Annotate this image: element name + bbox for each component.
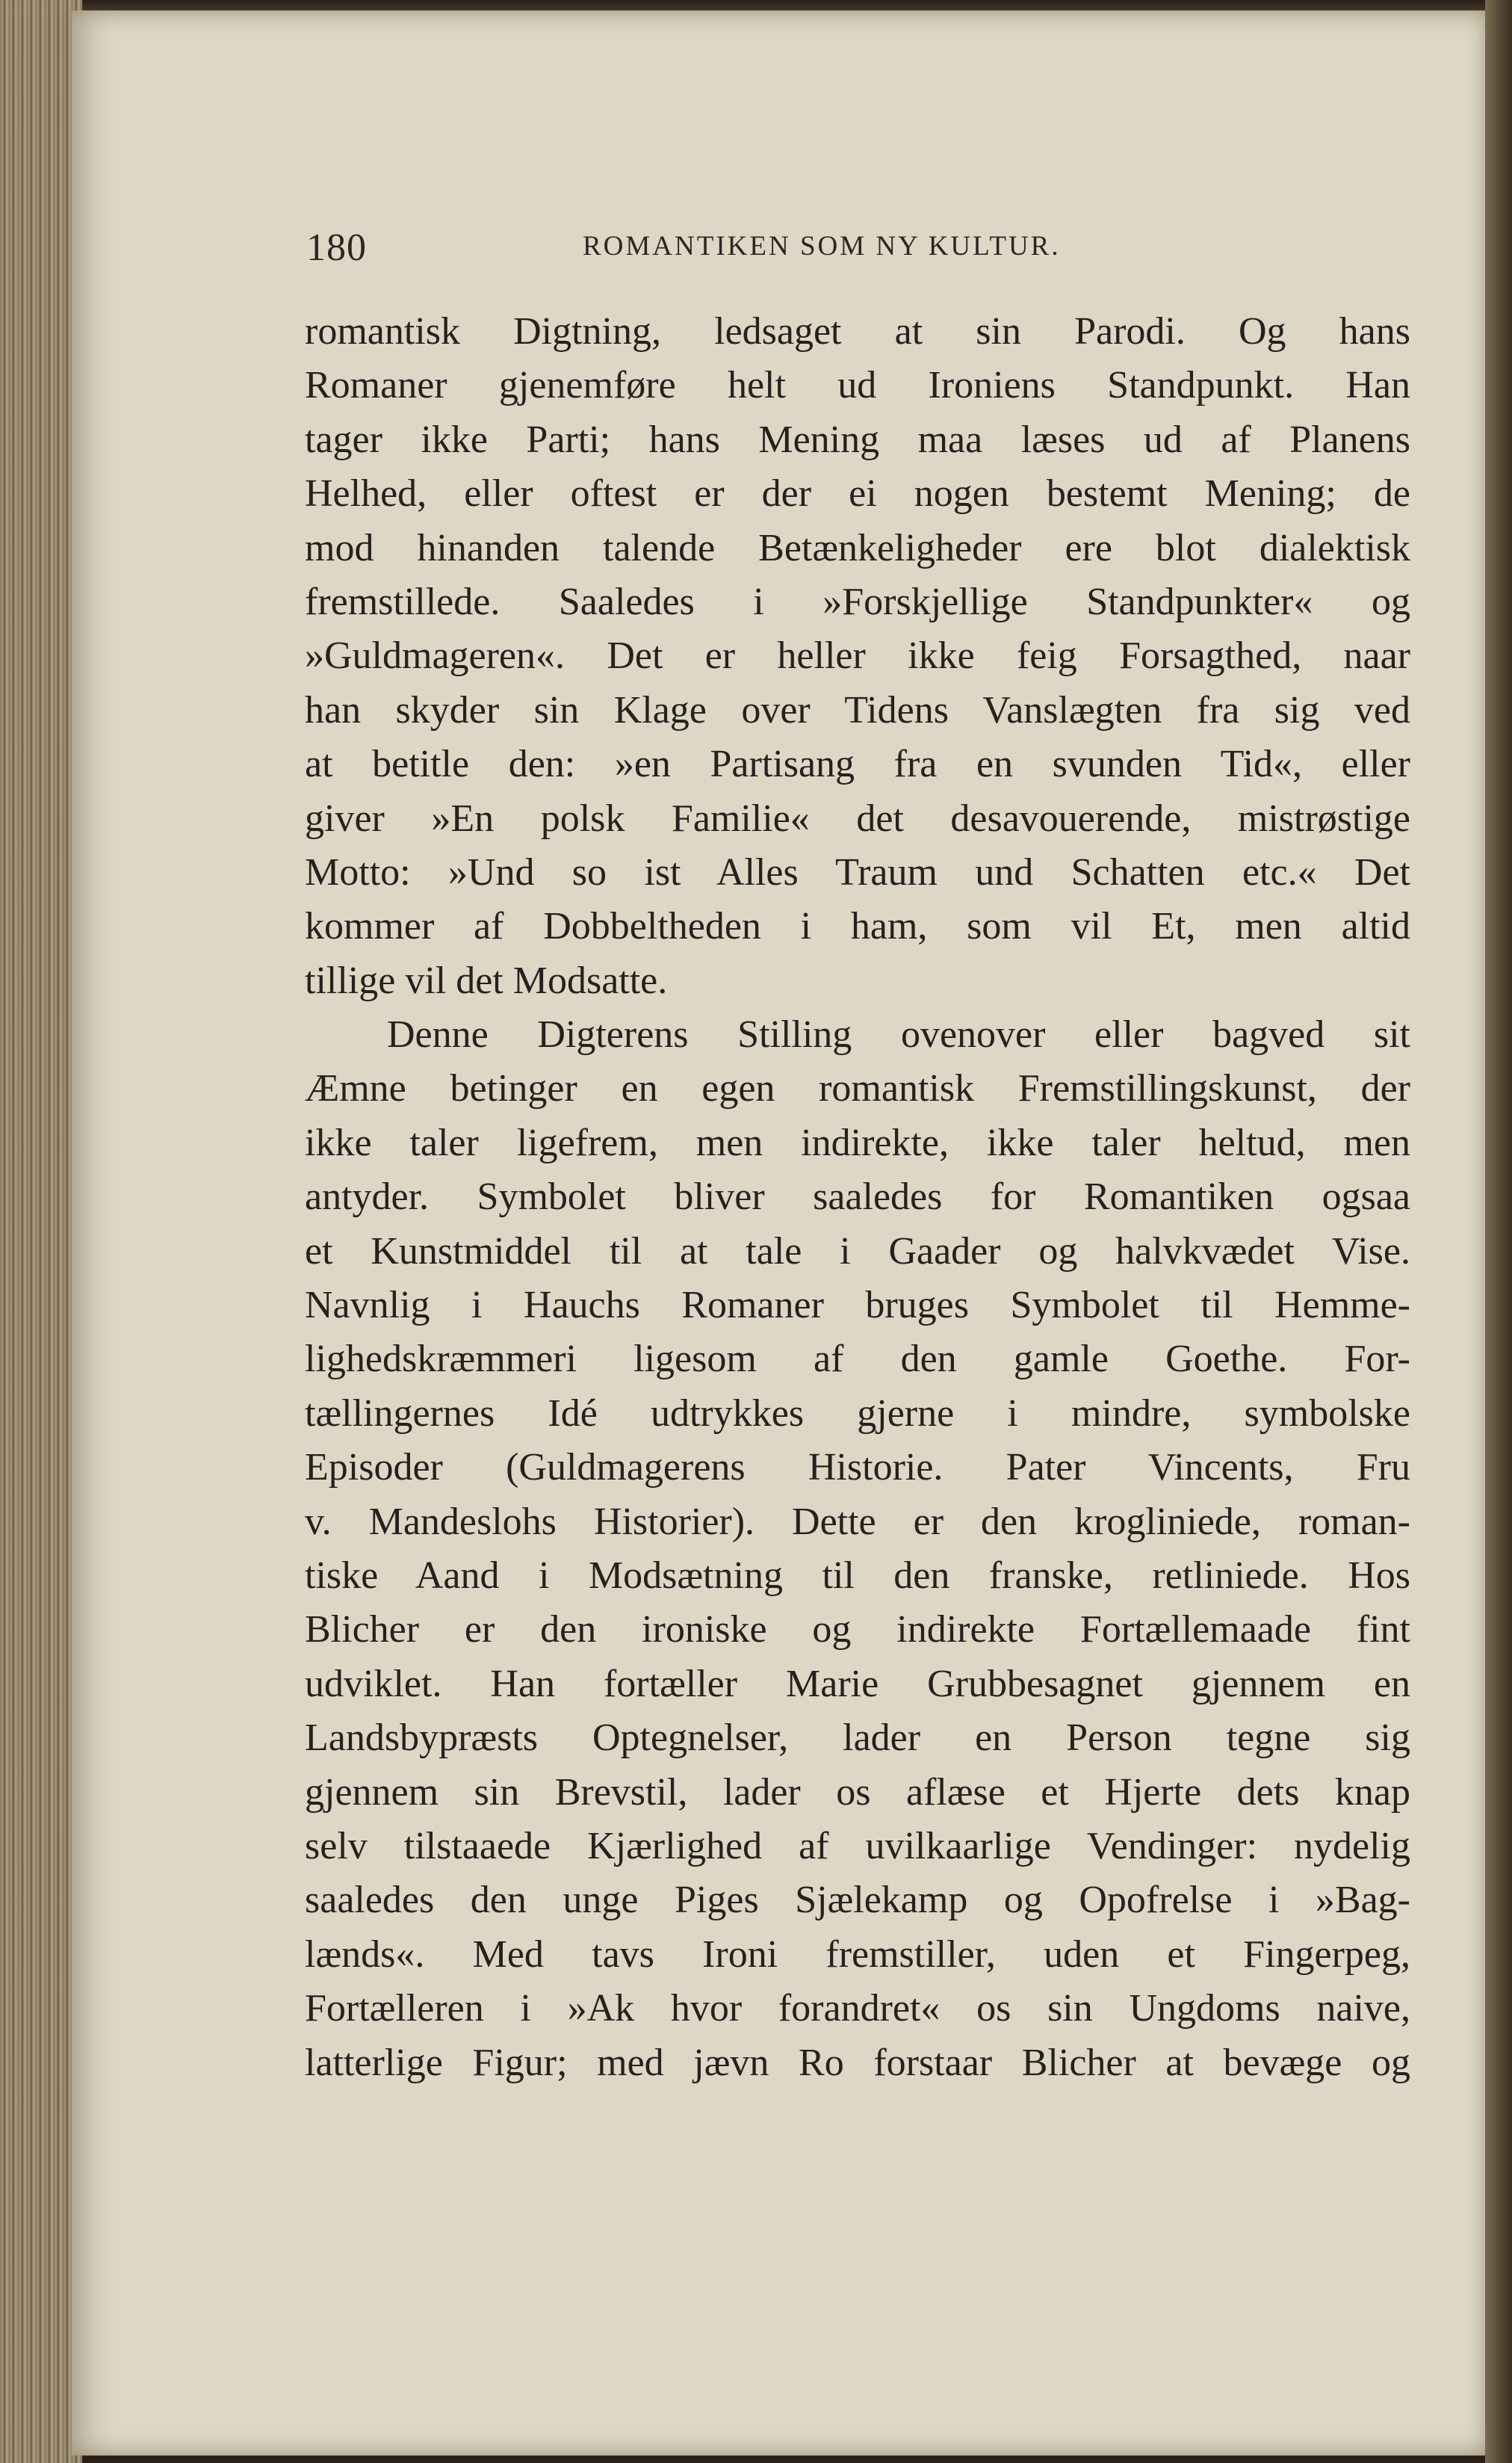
running-title: ROMANTIKEN SOM NY KULTUR. xyxy=(583,231,1061,262)
text-line: Helhed, eller oftest er der ei nogen bestemt Mening; de xyxy=(305,472,1410,516)
paragraph xyxy=(305,305,1410,1008)
text-line: Fortælleren i »Ak hvor forandret« os sin Ungdoms naive, xyxy=(305,1987,1410,2030)
text-line: Blicher er den ironiske og indirekte Fortællemaade fint xyxy=(305,1608,1410,1651)
text-line: lighedskræmmeri ligesom af den gamle Goethe. For- xyxy=(305,1338,1410,1381)
text-line: han skyder sin Klage over Tidens Vanslægten fra sig ved xyxy=(305,688,1410,732)
text-line: mod hinanden talende Betænkeligheder ere blot dialektisk xyxy=(305,526,1410,569)
text-line: saaledes den unge Piges Sjælekamp og Opofrelse i »Bag- xyxy=(305,1879,1410,1922)
page-edges-left xyxy=(0,0,82,2463)
text-line: udviklet. Han fortæller Marie Grubbesagnet gjennem en xyxy=(305,1662,1410,1705)
text-line: tiske Aand i Modsætning til den franske, retliniede. Hos xyxy=(305,1554,1410,1597)
text-line: antyder. Symbolet bliver saaledes for Romantiken ogsaa xyxy=(305,1175,1410,1219)
text-line: gjennem sin Brevstil, lader os aflæse et Hjerte dets knap xyxy=(305,1770,1410,1814)
text-line: romantisk Digtning, ledsaget at sin Parodi. Og hans xyxy=(305,310,1410,353)
page-number: 180 xyxy=(306,226,367,269)
body-text xyxy=(305,305,1410,2090)
text-line: Æmne betinger en egen romantisk Fremstillingskunst, der xyxy=(305,1067,1410,1110)
text-line: Episoder (Guldmagerens Historie. Pater Vincents, Fru xyxy=(305,1446,1410,1489)
text-line: tællingernes Idé udtrykkes gjerne i mindre, symbolske xyxy=(305,1391,1410,1435)
text-line: at betitle den: »en Partisang fra en svunden Tid«, eller xyxy=(305,743,1410,786)
text-line: Romaner gjenemføre helt ud Ironiens Standpunkt. Han xyxy=(305,364,1410,407)
text-line: tager ikke Parti; hans Mening maa læses ud af Planens xyxy=(305,418,1410,461)
paragraph xyxy=(305,1008,1410,2090)
text-line: Navnlig i Hauchs Romaner bruges Symbolet til Hemme- xyxy=(305,1284,1410,1327)
text-line: kommer af Dobbeltheden i ham, som vil Et, men altid xyxy=(305,905,1410,948)
text-line: Motto: »Und so ist Alles Traum und Schatten etc.« Det xyxy=(305,850,1410,894)
text-line: ikke taler ligefrem, men indirekte, ikke taler heltud, men xyxy=(305,1121,1410,1164)
text-line: »Guldmageren«. Det er heller ikke feig Forsagthed, naar xyxy=(305,634,1410,678)
page-edge-right xyxy=(1485,0,1512,2463)
text-line: et Kunstmiddel til at tale i Gaader og halvkvædet Vise. xyxy=(305,1229,1410,1273)
text-line: selv tilstaaede Kjærlighed af uvilkaarlige Vendinger: nydelig xyxy=(305,1824,1410,1867)
text-line: latterlige Figur; med jævn Ro forstaar Blicher at bevæge og xyxy=(305,2041,1410,2084)
text-line: Landsbypræsts Optegnelser, lader en Person tegne sig xyxy=(305,1716,1410,1760)
text-line: lænds«. Med tavs Ironi fremstiller, uden et Fingerpeg, xyxy=(305,1932,1410,1976)
text-line: giver »En polsk Familie« det desavouerende, mistrøstige xyxy=(305,797,1410,840)
running-head xyxy=(306,226,1427,271)
text-line: Denne Digterens Stilling ovenover eller bagved sit xyxy=(387,1013,1410,1057)
text-line: fremstillede. Saaledes i »Forskjellige Standpunkter« og xyxy=(305,580,1410,623)
text-line: tillige vil det Modsatte. xyxy=(305,959,668,1002)
text-line: v. Mandeslohs Historier). Dette er den krogliniede, roman- xyxy=(305,1500,1410,1543)
